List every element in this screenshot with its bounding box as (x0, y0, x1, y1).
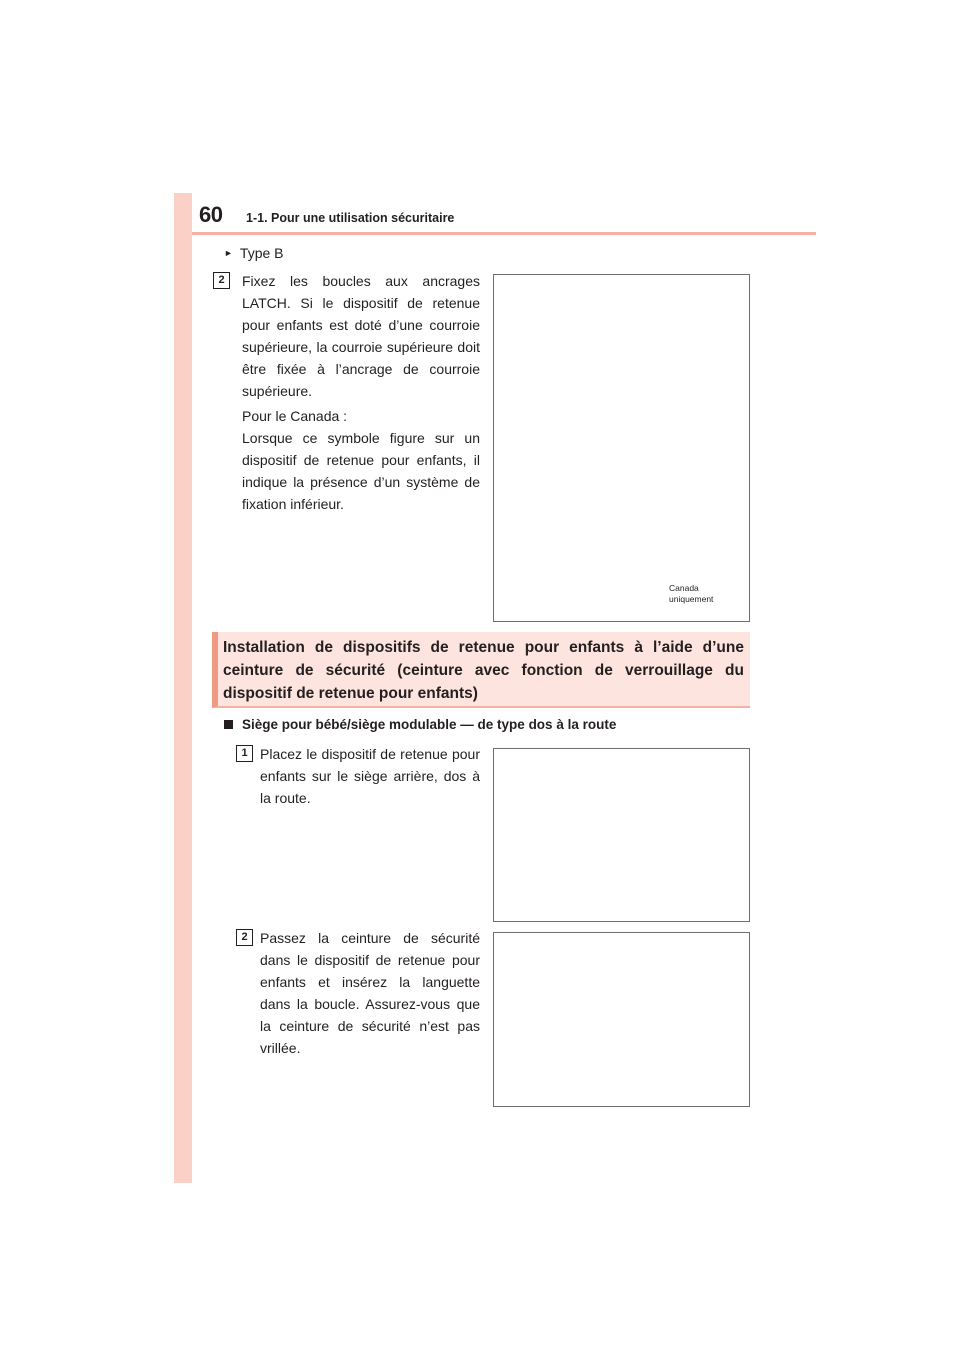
page-number: 60 (199, 202, 223, 227)
canada-label-line1: Canada (669, 583, 699, 593)
canada-label-line2: uniquement (669, 594, 714, 604)
section-heading-box (212, 632, 750, 708)
subheading (224, 717, 616, 732)
black-square-icon (224, 720, 233, 729)
step-number-badge: 1 (236, 745, 253, 762)
step-text: Fixez les boucles aux ancrages LATCH. Si le dispositif de retenue pour enfants est doté d’une courroie supérieure, la courroie supérieure doit être fixée à l’ancrage de courroie supérieure. (242, 273, 480, 399)
type-label-text: Type B (239, 245, 284, 261)
step-number-badge: 2 (236, 929, 253, 946)
step-text: Placez le dispositif de retenue pour enfants sur le siège arrière, dos à la route. (260, 746, 480, 806)
section-heading-text: Installation de dispositifs de retenue pour enfants à l’aide d’une ceinture de sécurité (ceinture avec fonction de verrouillage du dispositif de retenue pour enfants) (223, 639, 744, 702)
canada-text: Lorsque ce symbole figure sur un dispositif de retenue pour enfants, il indique la présence d’un système de fixation inférieur. (242, 430, 480, 512)
subheading-text: Siège pour bébé/siège modulable — de type dos à la route (242, 717, 617, 732)
step-text: Passez la ceinture de sécurité dans le dispositif de retenue pour enfants et insérez la languette dans la boucle. Assurez-vous que la ceinture de sécurité n’est pas vrillée. (260, 930, 480, 1056)
type-b-label (224, 245, 284, 261)
rear-facing-seat-illustration (493, 748, 750, 922)
canada-only-label (669, 583, 713, 605)
header-divider (192, 232, 816, 235)
canada-heading: Pour le Canada : (242, 408, 348, 424)
step-number-badge: 2 (213, 272, 230, 289)
side-color-bar (174, 193, 192, 1183)
seat-belt-illustration (493, 932, 750, 1107)
triangle-right-icon: ► (224, 248, 233, 258)
latch-illustration (493, 274, 750, 622)
section-header-title: 1-1. Pour une utilisation sécuritaire (246, 211, 455, 225)
